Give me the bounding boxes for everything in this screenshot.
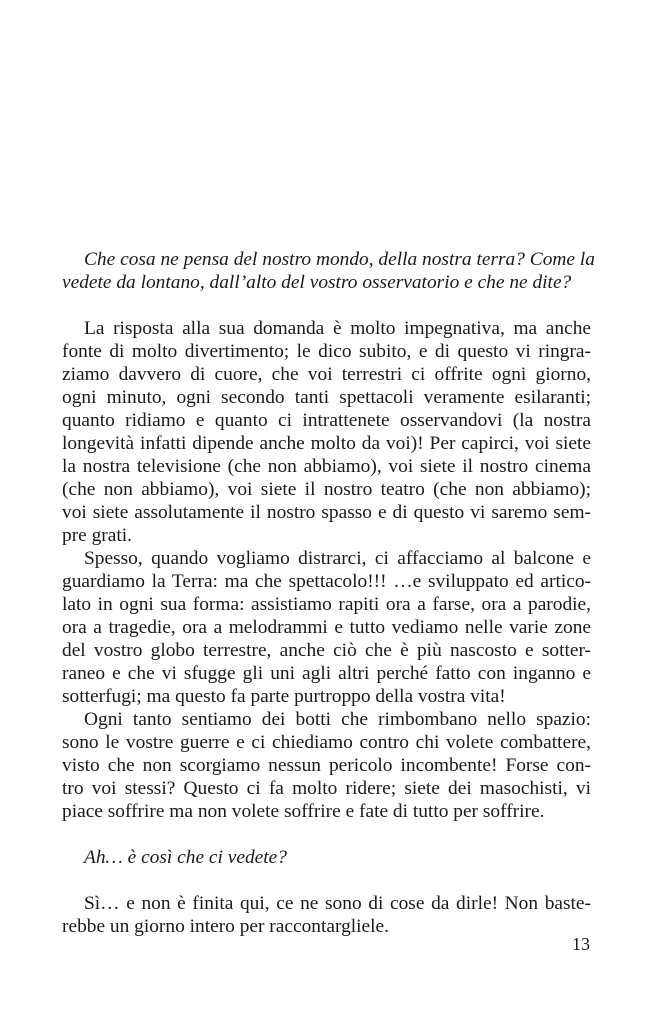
- answer-paragraph: [62, 708, 591, 823]
- answer-line: voi siete assolutamente il nostro spasso e di questo vi saremo sem-: [62, 502, 591, 523]
- answer-paragraph: [62, 547, 591, 708]
- question-line: Che cosa ne pensa del nostro mondo, della nostra terra? Come la: [84, 249, 595, 270]
- answer-line: longevità infatti dipende anche molto da voi)! Per capirci, voi siete: [62, 433, 591, 454]
- answer-line: raneo e che vi sfugge gli uni agli altri perché fatto con inganno e: [62, 663, 591, 684]
- paragraph-gap: [62, 869, 591, 892]
- answer-line: ora a tragedie, ora a melodrammi e tutto vediamo nelle varie zone: [62, 617, 591, 638]
- question-paragraph: [62, 846, 591, 869]
- answer-line: tro voi stessi? Questo ci fa molto ridere; siete dei masochisti, vi: [62, 778, 591, 799]
- paragraph-gap: [62, 823, 591, 846]
- answer-paragraph: [62, 892, 591, 938]
- answer-line: la nostra televisione (che non abbiamo), voi siete il nostro cinema: [62, 456, 591, 477]
- answer-line: ogni minuto, ogni secondo tanti spettacoli veramente esilaranti;: [62, 387, 591, 408]
- answer-line: fonte di molto divertimento; le dico subito, e di questo vi ringra-: [62, 341, 591, 362]
- answer-line: visto che non scorgiamo nessun pericolo incombente! Forse con-: [62, 755, 591, 776]
- answer-line: del vostro globo terrestre, anche ciò che è più nascosto e sotter-: [62, 640, 591, 661]
- question-paragraph: [62, 248, 595, 294]
- answer-line: Sì… e non è finita qui, ce ne sono di cose da dirle! Non baste-: [84, 893, 591, 914]
- answer-line: Ogni tanto sentiamo dei botti che rimbombano nello spazio:: [84, 709, 591, 730]
- page-body: [62, 248, 595, 938]
- answer-line: pre grati.: [62, 525, 132, 546]
- paragraph-gap: [62, 294, 591, 317]
- answer-line: guardiamo la Terra: ma che spettacolo!!! …e sviluppato ed artico-: [62, 571, 591, 592]
- answer-line: lato in ogni sua forma: assistiamo rapiti ora a farse, ora a parodie,: [62, 594, 591, 615]
- answer-line: (che non abbiamo), voi siete il nostro teatro (che non abbiamo);: [62, 479, 591, 500]
- answer-line: sotterfugi; ma questo fa parte purtroppo della vostra vita!: [62, 686, 506, 707]
- answer-line: ziamo davvero di cuore, che voi terrestri ci offrite ogni giorno,: [62, 364, 591, 385]
- answer-line: quanto ridiamo e quanto ci intrattenete osservandovi (la nostra: [62, 410, 591, 431]
- page-number: 13: [572, 934, 590, 954]
- answer-line: sono le vostre guerre e ci chiediamo contro chi volete combattere,: [62, 732, 591, 753]
- question-line: Ah… è così che ci vedete?: [84, 847, 287, 868]
- answer-line: rebbe un giorno intero per raccontargliele.: [62, 916, 389, 937]
- question-line: vedete da lontano, dall’alto del vostro osservatorio e che ne dite?: [62, 272, 572, 293]
- answer-line: La risposta alla sua domanda è molto impegnativa, ma anche: [84, 318, 591, 339]
- answer-paragraph: [62, 317, 591, 547]
- answer-line: piace soffrire ma non volete soffrire e fate di tutto per soffrire.: [62, 801, 545, 822]
- answer-line: Spesso, quando vogliamo distrarci, ci affacciamo al balcone e: [84, 548, 591, 569]
